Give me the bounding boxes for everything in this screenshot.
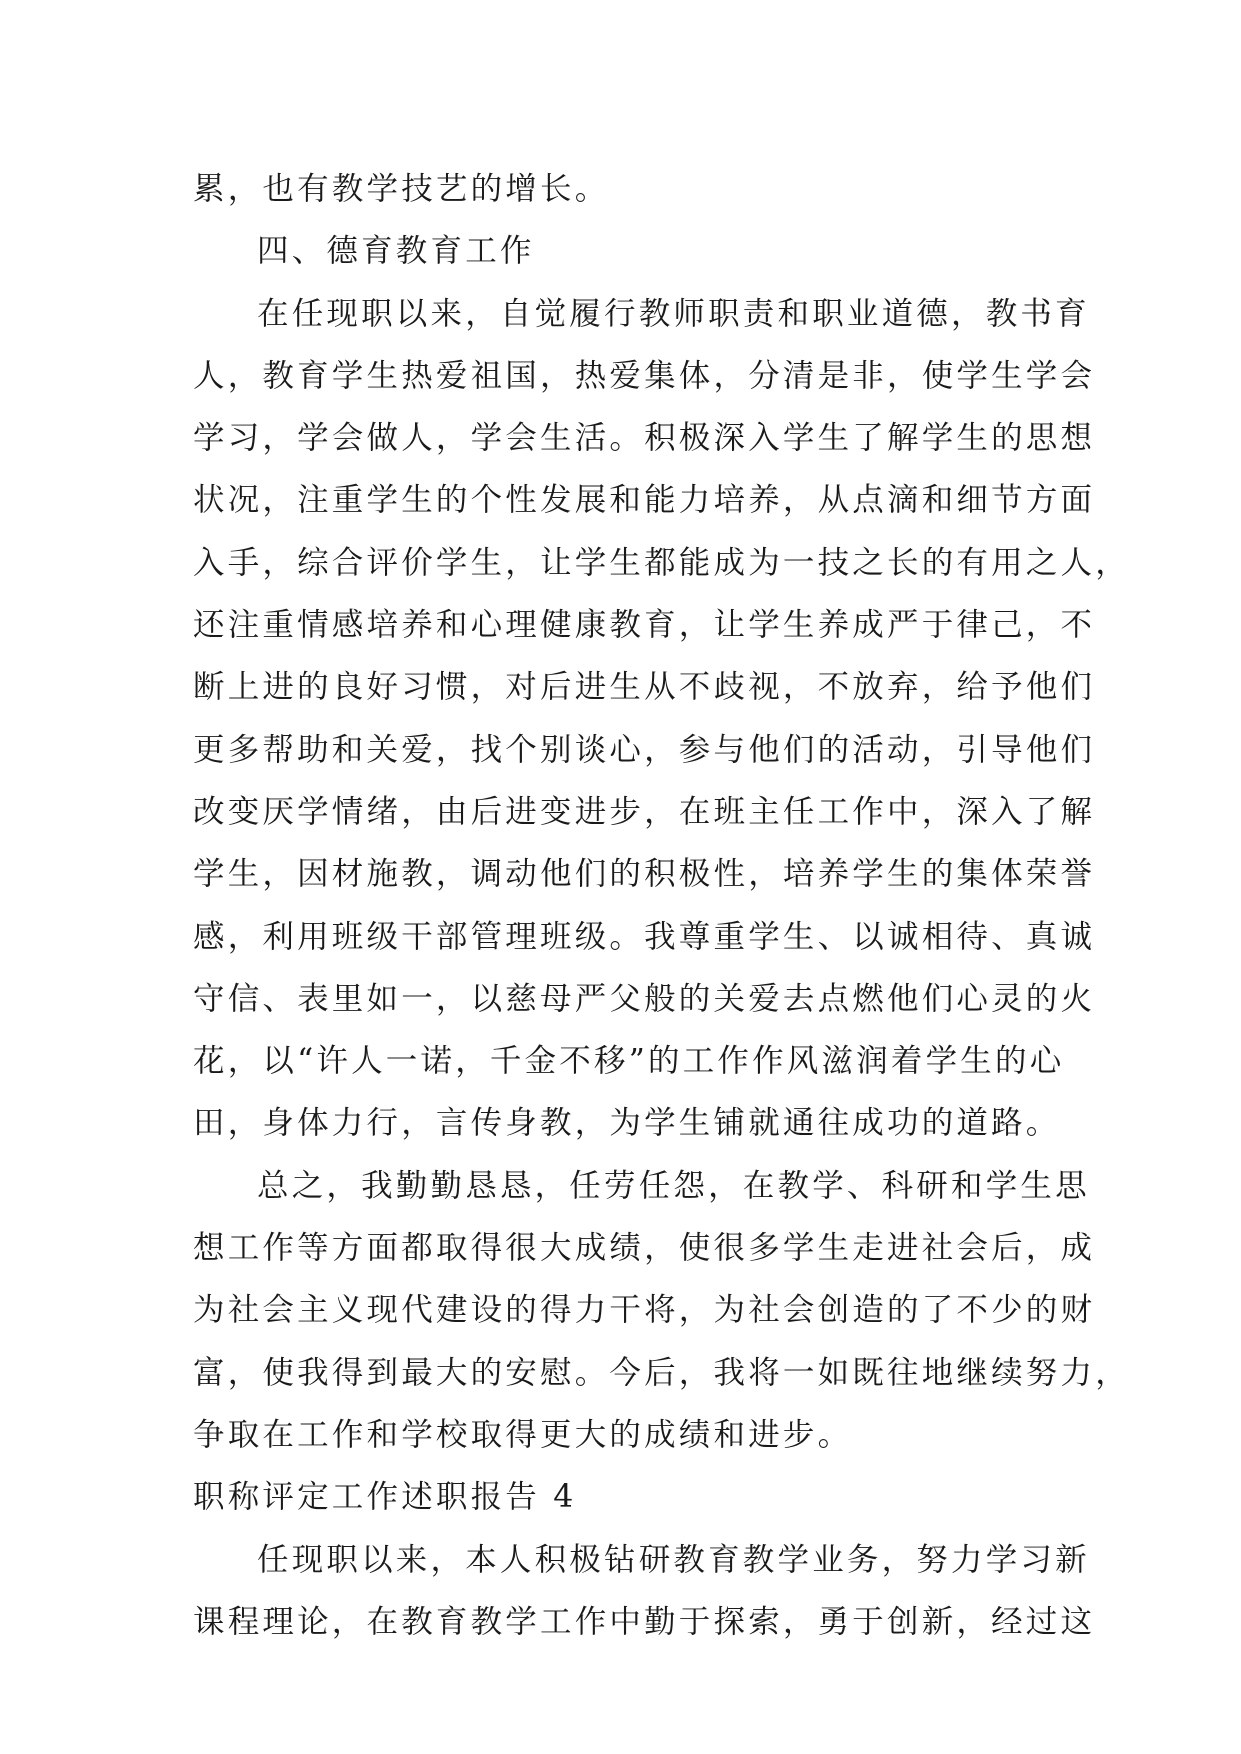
paragraph-line: 还注重情感培养和心理健康教育，让学生养成严于律己，不	[193, 607, 1096, 644]
paragraph-line: 课程理论，在教育教学工作中勤于探索，勇于创新，经过这	[193, 1603, 1096, 1640]
paragraph-line: 改变厌学情绪，由后进变进步，在班主任工作中，深入了解	[193, 793, 1096, 830]
paragraph-line: 想工作等方面都取得很大成绩，使很多学生走进社会后，成	[193, 1230, 1096, 1267]
paragraph-line: 花，以“许人一诺，千金不移”的工作作风滋润着学生的心	[193, 1043, 1065, 1080]
paragraph-line: 感，利用班级干部管理班级。我尊重学生、以诚相待、真诚	[193, 918, 1096, 955]
paragraph-line: 更多帮助和关爱，找个别谈心，参与他们的活动，引导他们	[193, 731, 1096, 768]
paragraph-line: 富，使我得到最大的安慰。今后，我将一如既往地继续努力，	[193, 1354, 1130, 1391]
paragraph-line: 为社会主义现代建设的得力干将，为社会创造的了不少的财	[193, 1292, 1096, 1329]
report-title: 职称评定工作述职报告 4	[193, 1479, 577, 1516]
paragraph-line: 人，教育学生热爱祖国，热爱集体，分清是非，使学生学会	[193, 357, 1096, 394]
paragraph-line: 争取在工作和学校取得更大的成绩和进步。	[193, 1416, 853, 1453]
paragraph-line: 田，身体力行，言传身教，为学生铺就通往成功的道路。	[193, 1105, 1061, 1142]
document-body	[193, 158, 1130, 1653]
paragraph-line: 状况，注重学生的个性发展和能力培养，从点滴和细节方面	[193, 482, 1096, 519]
paragraph-line: 学生，因材施教，调动他们的积极性，培养学生的集体荣誉	[193, 856, 1096, 893]
paragraph-line: 在任现职以来，自觉履行教师职责和职业道德，教书育	[257, 295, 1090, 332]
paragraph-line: 断上进的良好习惯，对后进生从不歧视，不放弃，给予他们	[193, 669, 1096, 706]
paragraph-line: 任现职以来，本人积极钻研教育教学业务，努力学习新	[257, 1541, 1090, 1578]
paragraph-line: 总之，我勤勤恳恳，任劳任怨，在教学、科研和学生思	[257, 1167, 1090, 1204]
paragraph-line: 守信、表里如一，以慈母严父般的关爱去点燃他们心灵的火	[193, 980, 1096, 1017]
paragraph-line: 累，也有教学技艺的增长。	[193, 171, 610, 207]
paragraph-line: 学习，学会做人，学会生活。积极深入学生了解学生的思想	[193, 420, 1096, 457]
section-heading: 四、德育教育工作	[257, 233, 535, 270]
paragraph-line: 入手，综合评价学生，让学生都能成为一技之长的有用之人，	[193, 544, 1130, 581]
